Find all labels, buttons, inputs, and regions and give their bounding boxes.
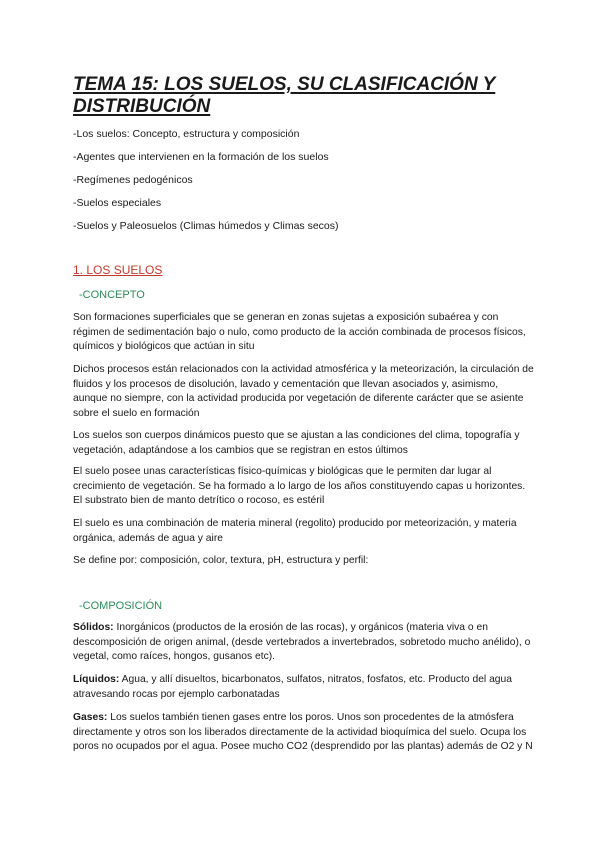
document-title: TEMA 15: LOS SUELOS, SU CLASIFICACIÓN Y DISTRIBUCIÓN	[73, 74, 496, 117]
item-text: Agua, y allí disueltos, bicarbonatos, sulfatos, nitratos, fosfatos, etc. Producto del agua atravesando rocas por ejemplo carbonatadas	[73, 674, 512, 700]
item-label: Líquidos:	[73, 674, 120, 685]
toc-item: -Suelos especiales	[73, 197, 162, 209]
paragraph: Dichos procesos están relacionados con la actividad atmosférica y la meteorización, la circulación de fluidos y los procesos de disolución, lavado y cementación que llevan asociados y, asimismo, aunque no siempre, con la actividad producida por vegetación de diferente carácter que se asiente sobre el suelo en formación	[73, 364, 534, 419]
paragraph: Los suelos son cuerpos dinámicos puesto que se ajustan a las condiciones del clima, topografía y vegetación, adaptándose a los cambios que se registran en estos últimos	[73, 430, 520, 456]
subsection-heading-composicion: -COMPOSICIÓN	[79, 600, 163, 612]
paragraph: Son formaciones superficiales que se generan en zonas sujetas a exposición subaérea y con régimen de sedimentación bajo o nulo, como producto de la acción combinada de procesos físicos, químicos y biológicos que actúan in situ	[73, 312, 526, 353]
subsection-heading-concepto: -CONCEPTO	[79, 289, 145, 301]
toc-item: -Regímenes pedogénicos	[73, 174, 193, 186]
item-text: Los suelos también tienen gases entre los poros. Unos son procedentes de la atmósfera directamente y otros son los liberados directamente de la actividad bioquímica del suelo. Ocupa los poros no ocupados por el agua. Posee mucho CO2 (desprendido por las plantas) además de O2 y N	[73, 712, 533, 753]
toc-item: -Los suelos: Concepto, estructura y composición	[73, 128, 300, 140]
toc-item: -Agentes que intervienen en la formación de los suelos	[73, 151, 329, 163]
composition-item-solidos	[73, 621, 535, 665]
section-heading-los-suelos: 1. LOS SUELOS	[73, 263, 163, 277]
item-label: Sólidos:	[73, 622, 114, 633]
table-of-contents	[73, 127, 533, 242]
composition-item-liquidos	[73, 673, 535, 702]
paragraph: El suelo posee unas características físico-químicas y biológicas que le permiten dar lugar al crecimiento de vegetación. Se ha formado a lo largo de los años constituyendo capas u horizontes. El substrato bien de manto detrítico o rocoso, es estéril	[73, 466, 526, 507]
item-text: Inorgánicos (productos de la erosión de las rocas), y orgánicos (materia viva o en descomposición de origen animal, (desde vertebrados a invertebrados, sobretodo mucho anélido), o vegetal, como raíces, hongos, gusanos etc).	[73, 622, 531, 663]
composition-item-gases	[73, 711, 535, 755]
item-label: Gases:	[73, 712, 108, 723]
paragraph: El suelo es una combinación de materia mineral (regolito) producido por meteorización, y materia orgánica, además de agua y aire	[73, 518, 517, 544]
paragraph: Se define por: composición, color, textura, pH, estructura y perfil:	[73, 555, 369, 566]
toc-item: -Suelos y Paleosuelos (Climas húmedos y Climas secos)	[73, 220, 339, 232]
